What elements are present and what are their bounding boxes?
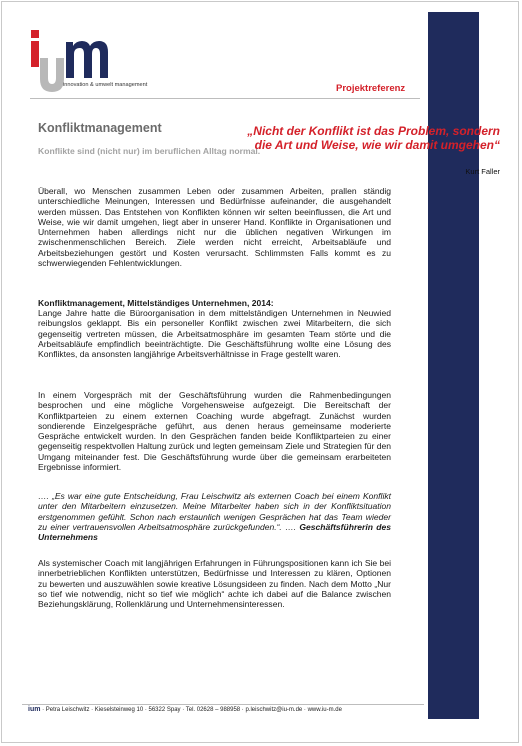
intro-paragraph: Überall, wo Menschen zusammen Leben oder zusammen Arbeiten, prallen ständig unterschiedliche Meinungen, Interessen und Bedürfnisse aufeinander, die ausgehandelt werden müssen. Das Entstehen von Konflikten können wir selten beeinflussen, die Art und Weise, wie wir damit umgehen, liegt aber in unserer Hand. Konflikte in Organisationen und Unternehmen haben allerdings nicht nur die üblichen negativen Wirkungen im zwischenmenschlichen Bereich. Ziele werden nicht erreicht, Arbeitsabläufe und Arbeitsbeziehungen gestört und Kosten verursacht. Schlimmsten Falls kommt es zu schwerwiegenden Fehlentwicklungen.: [38, 186, 391, 269]
process-paragraph: In einem Vorgespräch mit der Geschäftsführung wurden die Rahmenbedingungen besprochen und eine mögliche Vorgehensweise aufgezeigt. Die Bereitschaft der Konfliktparteien zu einem externen Coaching wurde abgefragt. Zunächst wurden sondierende Einzelgespräche geführt, aus denen heraus gemeinsame moderierte Gespräche entwickelt wurden. In den Gesprächen fanden beide Konfliktparteien zu einer gegenseitig respektvollen Haltung zurück und legten gemeinsam Ziele und Strategien für den Umgang miteinander fest. Die Geschäftsführung wurde über die gemeinsam erarbeiteten Ergebnisse informiert.: [38, 390, 391, 473]
page-subtitle: Konflikte sind (nicht nur) im beruflichen Alltag normal.: [38, 146, 261, 156]
testimonial-attribution: Geschäftsführerin des Unternehmens: [38, 521, 391, 543]
page-title: Konfliktmanagement: [38, 121, 162, 135]
footer-divider: [22, 704, 424, 705]
testimonial-text: …. „Es war eine gute Entscheidung, Frau Leischwitz als externen Coach bei einem Konflikt unter den Mitarbeitern einzusetzen. Meine Mitarbeiter haben sich in der Konfliktsituation erstgenommen gefühlt. Schon nach erstaunlich wenigen Gesprächen hat das Team wieder zu einer vertrauensvollen Arbeitsatmosphäre zurückgefunden.“. ….: [38, 491, 391, 532]
header-divider: [30, 98, 420, 99]
quote-author: Kurt Faller: [465, 167, 500, 176]
logo-tagline: innovation & umwelt management: [63, 82, 148, 88]
coach-paragraph: Als systemischer Coach mit langjährigen Erfahrungen in Führungspositionen kann ich Sie bei innerbetrieblichen Konflikten unterstützen, Bedürfnisse und Interessen zu klären, Optionen zu bewerten und auszuwählen sowie kreative Lösungsideen zu finden. Nach dem Motto „Nur so tief wie notwendig, nicht so tief wie möglich“ achte ich dabei auf die Balance zwischen Beziehungsklärung, Rollenklärung und Unternehmensinteressen.: [38, 558, 391, 610]
footer-brand-text: ium: [28, 706, 41, 713]
testimonial-paragraph: [38, 491, 391, 542]
blue-side-band: [428, 12, 479, 719]
footer-brand: [28, 706, 40, 713]
ium-logo: [30, 30, 170, 96]
footer: [28, 706, 342, 713]
quote-text: „Nicht der Konflikt ist das Problem, sondern die Art und Weise, wie wir damit umgehen“: [247, 124, 500, 152]
case-heading: Konfliktmanagement, Mittelständiges Unternehmen, 2014:: [38, 298, 274, 308]
footer-contact: · Petra Leischwitz · Kieselsteinweg 10 · 56322 Spay · Tel. 02628 – 988958 · p.leischwitz@iu-m.de · www.iu-m.de: [42, 707, 342, 713]
case-paragraph: Lange Jahre hatte die Büroorganisation in dem mittelständigen Unternehmen in Neuwied reibungslos geklappt. Bis ein personeller Konflikt zwischen zwei Mitarbeitern, die sich gegenseitig vertreten müssen, die Arbeitsatmosphäre im gesamten Team störte und die Arbeitsabläufe empfindlich beeinträchtigte. Die Geschäftsführung wollte eine Lösung des Konfliktes, da ansonsten langjährige Arbeitsverhältnisse in Frage gestellt waren.: [38, 308, 391, 360]
project-reference-label: Projektreferenz: [336, 83, 406, 94]
